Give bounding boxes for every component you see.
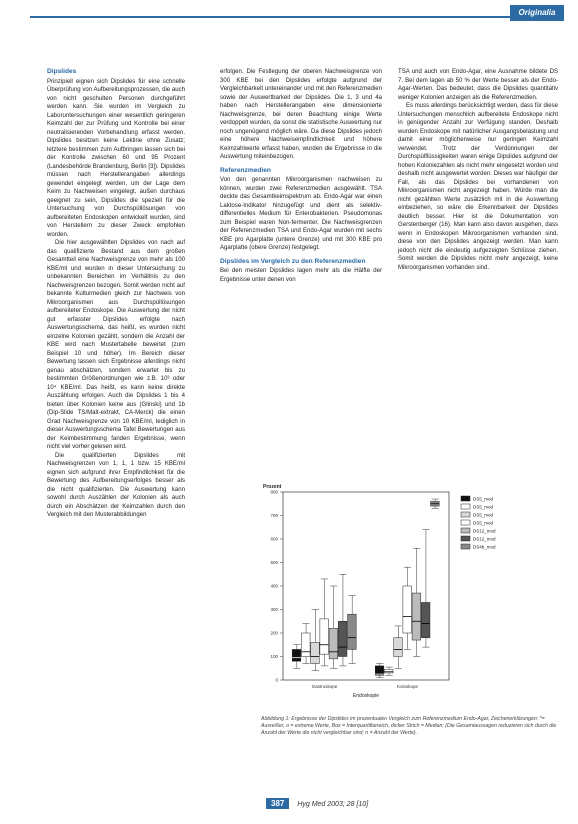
paragraph: TSA und auch von Endo-Agar, eine Ausnahme bildete DS 7. Bei dem lagen ab 50 % der Werte besser als der Endo-Agar-Werten. Das bedeutet, dass die Dipslides quantitativ weniger Kolonien anzeigen als die Referenzmedien. bbox=[398, 69, 558, 101]
text-column-2 bbox=[220, 68, 382, 284]
paragraph: erfolgen. Die Festlegung der oberen Nachweisgrenze von 300 KBE bei den Dipslides erfolgte aufgrund der Vergleichbarkeit untereinander und mit den Referenzmedien sowie der Auswertbarkeit der Dipslides. Die 1, 3 und 4a haben nach Herstellerangaben eine dimensionierte Nachweisgrenze, bei deren Beachtung einige Werte verdoppelt wurden, da sonst die statistische Auswertung nur noch ungenügend möglich wäre. Da diese Dipslides jedoch eine höhere Nachweisempfindlichkeit und höhere Keimzahlwerte erfasst haben, wurden die Ergebnisse in die Auswertung miteinbezogen. bbox=[220, 69, 382, 160]
paragraph: Die qualifizierten Dipslides mit Nachweisgrenzen von 1, 1, 1 bzw. 15 KBE/ml eignen sich aufgrund ihrer Empfindlichkeit für die Bewertung des Aufbereitungserfolges besser als die nicht qualifizierten. Die Auswertung kann sowohl durch Auszählen der Kolonien als auch durch ein Abschätzen der Keimzahlen durch den Vergleich mit den Musterabbildungen bbox=[47, 452, 185, 518]
legend-label: DS5_mod bbox=[473, 496, 494, 502]
paragraph: Prinzipiell eignen sich Dipslides für eine schnelle Überprüfung von Aufbereitungsprozessen, die auch von nicht geschulten Personen durchgeführt werden kann. Sie wurden im Vergleich zu Laboruntersuchungen einer wesentlich geringeren Keimzahl der zur Prüfung und Kontrolle bei einer neutralisierenden Vorbehandlung erfasst werden. Dipslides besitzen keine Lektine ohne Zusatz; letztere bestimmen zum Aufbringen lassen sich bei der Kontrolle zwischen 60 und 95 Prozent (Landesbehörde Brandenburg, Berlin [3]). Dipslides müssen nach Herstellerangaben allerdings gewendet eingelegt werden, um der Lage dem Keim zu Nachweisen eingelegt, außen durchaus geeignet zu sein, Dipslides die speziell für die Untersuchung von Durchspüllösungen von aufbereiteten Endoskopen entwickelt wurden, sind von Herstellern zu dieser Zweck empfohlen worden. bbox=[47, 78, 185, 238]
box bbox=[338, 621, 347, 656]
y-tick-label: 100 bbox=[270, 654, 278, 660]
box bbox=[384, 669, 393, 673]
legend-swatch bbox=[461, 504, 470, 509]
page-footer bbox=[266, 798, 368, 809]
header-rule bbox=[30, 16, 520, 18]
box bbox=[421, 602, 430, 637]
figure-boxplot bbox=[261, 480, 557, 712]
paragraph: Von den genannten Mikroorganismen nachweisen zu können, wurden zwei Referenzmedien ausgewählt. TSA deckte das Gesamtkeimspektrum ab. Endo-Agar war einen Laktose-Indikator hinzugefügt und dient als selektiv-differentielles Medium für Enterobakterien. Pseudomonas zum Beispiel waren Non-fermenter. Die Nachweisgrenzen der Referenzmedien TSA und Endo-Agar wurden mit sechs KBE pro Agarplatte (untere Grenze) und mit 300 KBE pro Agarplatte (obere Grenze) festgelegt. bbox=[220, 177, 382, 251]
box bbox=[394, 638, 403, 657]
box bbox=[320, 619, 329, 654]
y-tick-label: 800 bbox=[270, 489, 278, 495]
box bbox=[403, 586, 412, 633]
section-heading-vergleich: Dipslides im Vergleich zu den Referenzmedien bbox=[220, 257, 366, 265]
figure-caption: Abbildung 1: Ergebnisse der Dipslides im prozentualen Vergleich zum Referenzmedium Endo-Agar, Zeichenerklärungen: *= Ausreißer, o = extreme Werte, Box = Interquartilbereich, dicker Strich = Median; (Die Gesamtaussagen reduzieren sich durch die Anzahl der Werte die nicht vergleichbar sind; n = Anzahl der Werte). bbox=[261, 716, 557, 736]
section-heading-referenzmedien: Referenzmedien bbox=[220, 166, 271, 174]
page-number: 387 bbox=[266, 798, 289, 809]
x-tick-label: Gastroskope bbox=[311, 684, 338, 689]
paragraph: Es muss allerdings berücksichtigt werden, dass für diese Untersuchungen menschlich aufbereitete Endoskope nicht in genügender Anzahl zur Verfügung standen. Deshalb wurden Endoskope mit natürlicher Ausgangsbelastung und damit einer möglicherweise nur geringen Keimzahl verwendet. Trotz der Verdünnungen der Durchspülflüssigkeiten waren einige Dipslides aufgrund der hohen Koloniezahlen als nicht mehr eingesetzt worden und deshalb nicht ausgewertet worden. Dieses war häufiger der Fall, als das Dipslides bei vorhandenen von Mikroorganismen nicht angezeigt haben. Würde man die nicht gezählten Werte zusätzlich mit in die Auswertung einbeziehen, so wäre die Erkennbarkeit der Dipslides deutlich besser. Hier ist die Dokumentation von Gerstenberger (16). Man kann also davon ausgehen, dass wenn in Endoskopen Mikroorganismen vorhanden sind, diese von den Dipslides angezeigt werden. Man kann jedoch nicht die eindeutig aufgezeigten Schlüsse ziehen. Somit werden die Dipslides nicht mehr angezeigt, keine Mikroorganismen vorhanden sind. bbox=[398, 103, 558, 271]
boxplot-chart bbox=[261, 480, 557, 712]
x-tick-label: Koloskope bbox=[396, 684, 419, 689]
box bbox=[292, 649, 301, 661]
legend-swatch bbox=[461, 496, 470, 501]
box bbox=[301, 633, 310, 657]
x-axis-label: Endoskopie bbox=[352, 693, 380, 699]
paragraph: Die hier ausgewählten Dipslides von nach auf das qualifizierte Bestand aus dem großen Gesamtteil eine Nachweisgrenze von mehr als 100 KBE/ml und wurden in dieser Untersuchung zu unbekannten Bereichen im Verhältnis zu den Nachweisgrenzen bezogen. Somit werden nicht auf bekannte Kulturmedien gleich zur Nachweis von Mikroorganismen aus Durchspüllösungen aufbereiteter Endoskope. Die Auswertung der nicht gut erfasster Dipslides erfolgte nach Auswertungsschema, das heißt, es wurden nicht einzelne Kolonien gezählt, sondern die Anzahl der KBE wird nach Mustertabelle bewertet (zum Beispiel 10 und höher). Im Bereich dieser Bewertung lassen sich Ergebnisse allerdings nicht genau abschätzen, sondern erwartet bis zu bestimmten Größenordnungen wie z.B. 10³ oder 10⁴ KBE/ml. Das heißt, es kann keine direkte Auszählung erfolgen. Auch die Dipslides 1 bis 4 bieten über Kolonien keine aus (Glinski) und 1b (Dip-Slide TS/Malt-extrakt, CA-Merck) die einen Grad Nachweisgrenze von 10 KBE/ml, lediglich in dieser Auswertungsschema Tafel Bewertungen aus der Keimbestimmung fanden Ergebnisse, wenn nicht viel vorher gelesen wird. bbox=[47, 240, 185, 450]
y-tick-label: 200 bbox=[270, 630, 278, 636]
legend-swatch bbox=[461, 512, 470, 517]
text-column-3 bbox=[398, 68, 558, 272]
legend-label: DS4b_mod bbox=[473, 544, 496, 550]
y-tick-label: 0 bbox=[275, 677, 278, 683]
y-tick-label: 400 bbox=[270, 583, 278, 589]
paragraph: Bei den meisten Dipslides lagen mehr als die Hälfte der Ergebnisse unter denen von bbox=[220, 268, 382, 283]
legend-label: DS12_mod bbox=[473, 536, 496, 542]
y-tick-label: 700 bbox=[270, 513, 278, 519]
section-heading-dipslides: Dipslides bbox=[47, 68, 77, 75]
box bbox=[412, 593, 421, 640]
box bbox=[311, 642, 320, 663]
legend-label: DS5_mod bbox=[473, 504, 494, 510]
box bbox=[329, 628, 338, 659]
legend-swatch bbox=[461, 544, 470, 549]
y-axis-label: Prozent bbox=[263, 484, 282, 490]
legend-swatch bbox=[461, 520, 470, 525]
legend-label: DS5_mod bbox=[473, 520, 494, 526]
section-tag: Originalia bbox=[510, 5, 564, 21]
legend-label: DS5_mod bbox=[473, 512, 494, 518]
legend-label: DS12_mod bbox=[473, 528, 496, 534]
text-column-1 bbox=[47, 68, 185, 520]
y-tick-label: 500 bbox=[270, 560, 278, 566]
page-header bbox=[0, 0, 578, 24]
legend-swatch bbox=[461, 536, 470, 541]
legend-swatch bbox=[461, 528, 470, 533]
journal-citation: Hyg Med 2003; 28 [10] bbox=[297, 801, 369, 808]
y-tick-label: 300 bbox=[270, 607, 278, 613]
box bbox=[348, 614, 357, 649]
y-tick-label: 600 bbox=[270, 536, 278, 542]
